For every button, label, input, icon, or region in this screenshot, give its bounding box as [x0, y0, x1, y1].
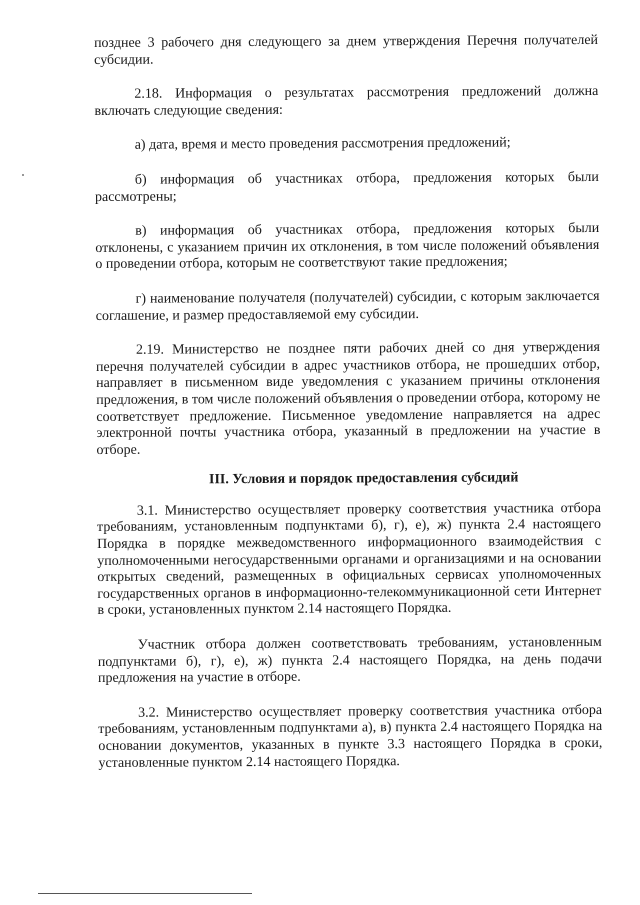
section-heading-iii: III. Условия и порядок предоставления субсидий — [208, 470, 519, 488]
paragraph-3-2: 3.2. Министерство осуществляет проверку соответствия участника отбора требованиям, установленным подпунктами а), в) пункта 2.4 настоящего Порядка на основании документов, указанных в пункте 3.3 настоящего Порядка в сроки, установленные пунктом 2.14 настоящего Порядка. — [98, 702, 603, 771]
list-item-g: г) наименование получателя (получателей) субсидии, с которым заключается соглашение, и размер предоставляемой ему субсидии. — [95, 288, 600, 324]
list-item-a: а) дата, время и место проведения рассмотрения предложений; — [134, 135, 511, 154]
footer-rule — [38, 893, 252, 894]
scan-speck — [22, 174, 24, 176]
list-item-b: б) информация об участниках отбора, предложения которых были рассмотрены; — [94, 169, 599, 205]
list-item-v: в) информация об участниках отбора, предложения которых были отклонены, с указанием причин их отклонения, в том числе положений объявления о проведении отбора, которым не соответствуют такие предложения; — [95, 221, 600, 273]
paragraph-3-1: 3.1. Министерство осуществляет проверку соответствия участника отбора требованиям, установленным подпунктами б), г), е), ж) пункта 2.4 настоящего Порядка в порядке межведомственного информационного взаимодействия с уполномоченными негосударственными органами и организациями и на основании открытых сведений, размещенных в официальных сервисах уполномоченных государственных органов в информационно-телекоммуникационной сети Интернет в сроки, установленных пунктом 2.14 настоящего Порядка. — [96, 500, 602, 619]
document-body — [94, 33, 602, 772]
paragraph-2-18: 2.18. Информация о результатах рассмотрения предложений должна включать следующие сведения: — [94, 84, 599, 119]
paragraph-2-19: 2.19. Министерство не позднее пяти рабочих дней со дня утверждения перечня получателей субсидии в адрес участников отбора, не прошедших отбор, направляет в письменном виде уведомления с указанием причины отклонения предложения, в том числе положений объявления о проведении отбора, которому не соответствует предложение. Письменное уведомление направляется на адрес электронной почты участника отбора, указанный в предложении на участие в отборе. — [95, 340, 601, 458]
paragraph-intro: позднее 3 рабочего дня следующего за днем утверждения Перечня получателей субсидии. — [94, 32, 599, 68]
paragraph-participant: Участник отбора должен соответствовать требованиям, установленным подпунктами б), г), е), ж) пункта 2.4 настоящего Порядка, на день подачи предложения на участие в отборе. — [97, 634, 602, 687]
